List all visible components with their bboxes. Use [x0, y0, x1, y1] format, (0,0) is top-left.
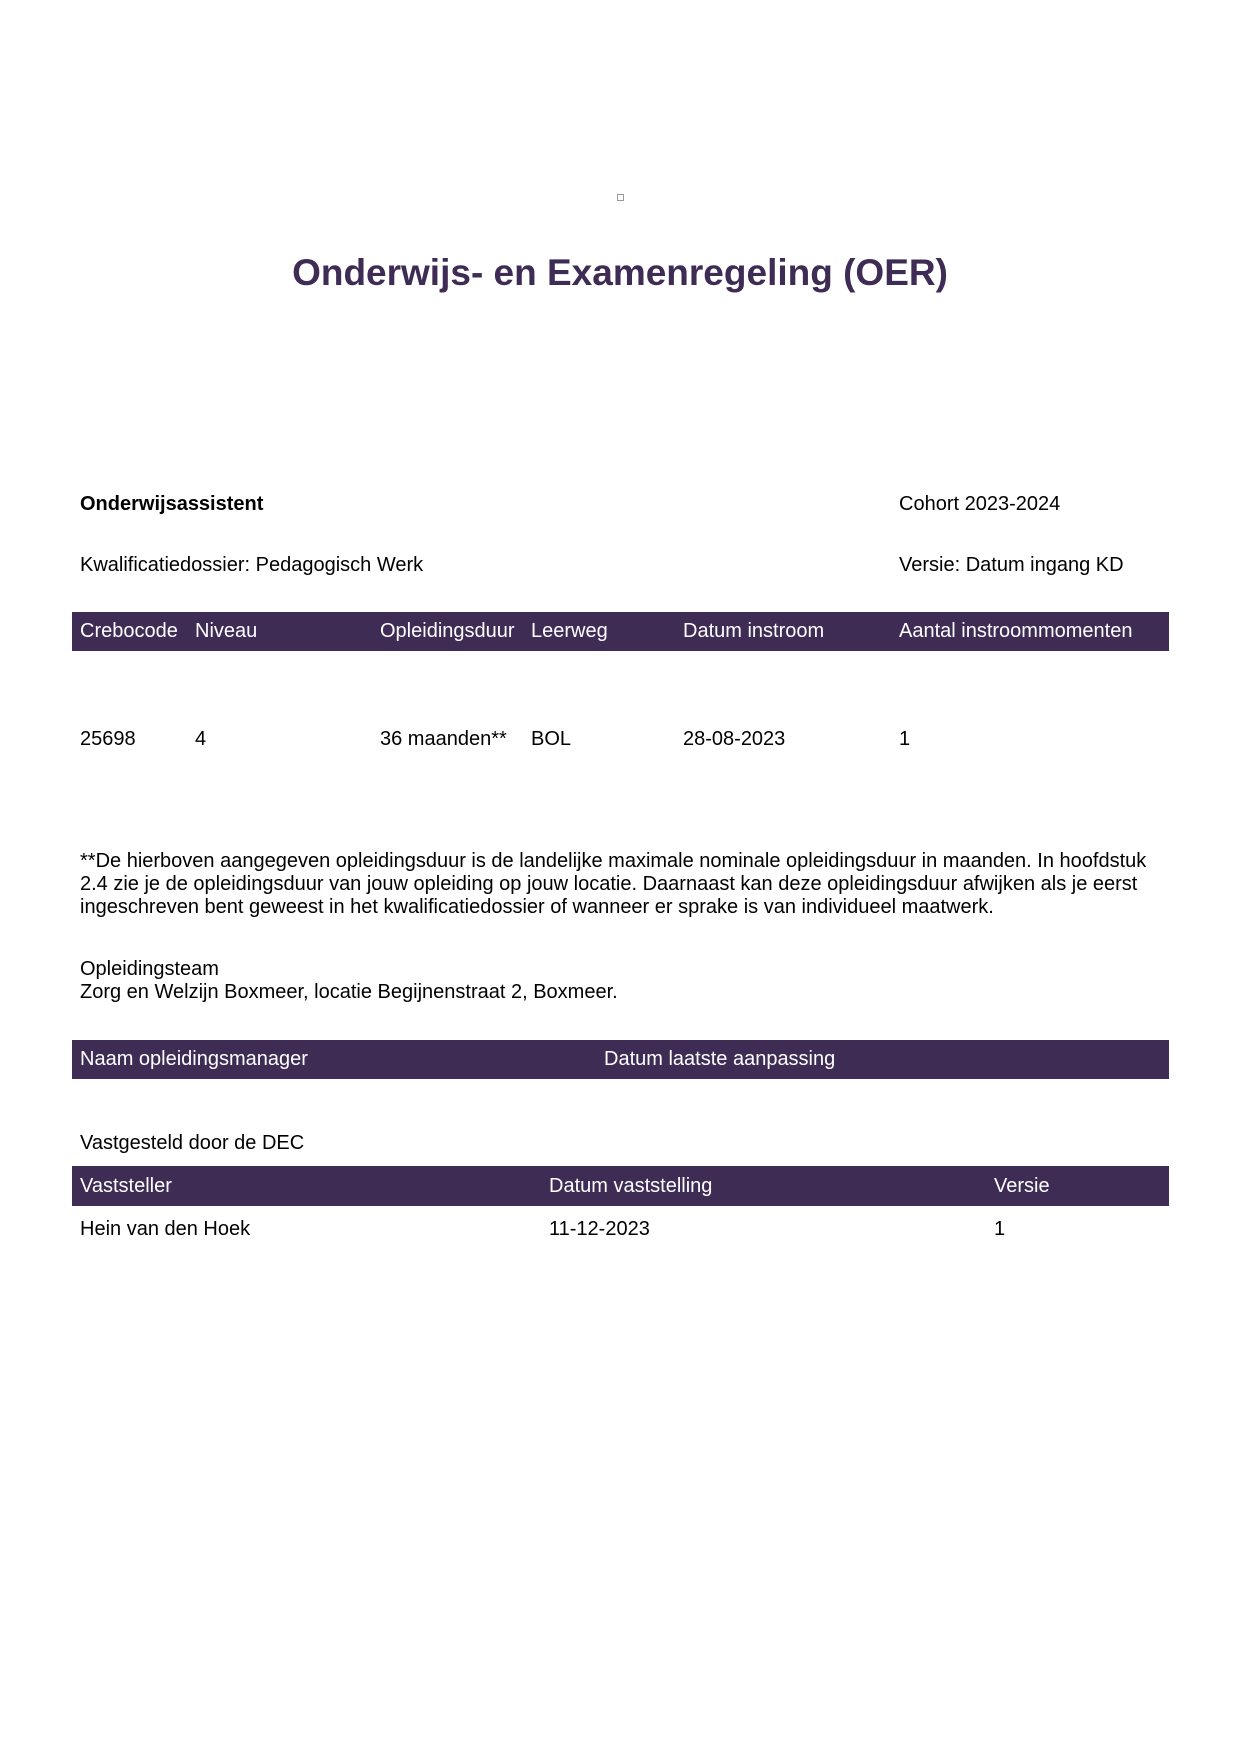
header-vaststeller: Vaststeller	[80, 1175, 172, 1197]
program-name: Onderwijsassistent	[80, 493, 264, 515]
header-versie: Versie	[994, 1175, 1050, 1197]
cell-crebocode: 25698	[80, 728, 136, 750]
cell-vaststeller: Hein van den Hoek	[80, 1218, 251, 1240]
manager-table-header	[72, 1040, 1169, 1079]
cell-versie: 1	[994, 1218, 1006, 1240]
header-niveau: Niveau	[195, 620, 258, 642]
logo-image-placeholder	[617, 194, 624, 201]
page-title: Onderwijs- en Examenregeling (OER)	[292, 252, 948, 293]
cell-datum-instroom: 28-08-2023	[683, 728, 786, 750]
cell-opleidingsduur: 36 maanden**	[380, 728, 507, 750]
header-datum-laatste-aanpassing: Datum laatste aanpassing	[604, 1048, 836, 1070]
cell-datum-vaststelling: 11-12-2023	[549, 1218, 650, 1240]
table-row	[72, 728, 1169, 751]
dec-table-header	[72, 1166, 1169, 1206]
cell-aantal-instroommomenten: 1	[899, 728, 911, 750]
program-table-header	[72, 612, 1169, 651]
cohort-label: Cohort 2023-2024	[899, 493, 1061, 515]
team-block	[80, 958, 618, 1004]
header-datum-vaststelling: Datum vaststelling	[549, 1175, 713, 1197]
team-label: Opleidingsteam	[80, 958, 219, 980]
header-aantal-instroommomenten: Aantal instroommomenten	[899, 620, 1133, 642]
header-datum-instroom: Datum instroom	[683, 620, 825, 642]
cell-niveau: 4	[195, 728, 207, 750]
footnote-text: **De hierboven aangegeven opleidingsduur is de landelijke maximale nominale opleidingsduur in maanden. In hoofdstuk 2.4 zie je de opleidingsduur van jouw opleiding op jouw locatie. Daarnaast kan deze opleidingsduur afwijken als je eerst ingeschreven bent geweest in het kwalificatiedossier of wanneer er sprake is van individueel maatwerk.	[80, 850, 1147, 918]
version-label: Versie: Datum ingang KD	[899, 554, 1124, 576]
header-leerweg: Leerweg	[531, 620, 608, 642]
dec-heading: Vastgesteld door de DEC	[80, 1132, 305, 1154]
team-location: Zorg en Welzijn Boxmeer, locatie Begijnenstraat 2, Boxmeer.	[80, 981, 618, 1003]
header-naam-opleidingsmanager: Naam opleidingsmanager	[80, 1048, 308, 1070]
header-crebocode: Crebocode	[80, 620, 178, 642]
cell-leerweg: BOL	[531, 728, 572, 750]
header-opleidingsduur: Opleidingsduur	[380, 620, 515, 642]
qualification-dossier: Kwalificatiedossier: Pedagogisch Werk	[80, 554, 424, 576]
table-row	[72, 1218, 1169, 1241]
